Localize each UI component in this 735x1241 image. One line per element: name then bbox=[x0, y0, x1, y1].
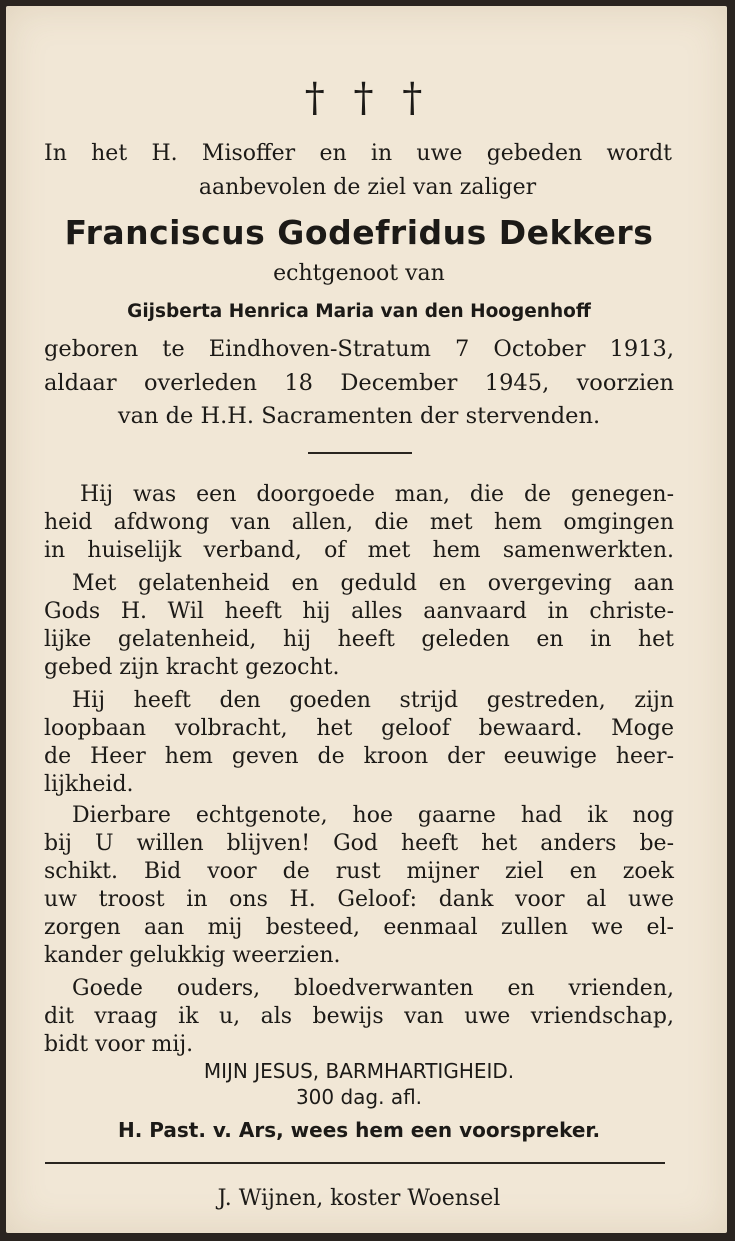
long-divider bbox=[45, 1162, 665, 1164]
paragraph-3-line-1: Hij heeft den goeden strijd gestreden, zijn bbox=[72, 688, 674, 713]
paragraph-2-line-4: gebed zijn kracht gezocht. bbox=[44, 655, 340, 680]
paragraph-4-line-6: kander gelukkig weerzien. bbox=[44, 943, 341, 968]
spouse-name: Gijsberta Henrica Maria van den Hoogenhoff bbox=[127, 301, 591, 322]
paragraph-5-line-1: Goede ouders, bloedverwanten en vrienden, bbox=[72, 976, 674, 1001]
paragraph-3-line-3: de Heer hem geven de kroon der eeuwige heer- bbox=[44, 744, 674, 769]
paragraph-5-line-2: dit vraag ik u, als bewijs van uwe vriendschap, bbox=[44, 1004, 674, 1029]
patron-invocation: H. Past. v. Ars, wees hem een voorspreker. bbox=[117, 1118, 601, 1142]
indulgence: 300 dag. afl. bbox=[295, 1085, 423, 1109]
intro-line-2: aanbevolen de ziel van zaliger bbox=[198, 175, 537, 200]
printer-credit: J. Wijnen, koster Woensel bbox=[217, 1186, 501, 1211]
paragraph-1-line-1: Hij was een doorgoede man, die de genegen- bbox=[80, 482, 674, 507]
paragraph-4-line-2: bij U willen blijven! God heeft het anders be- bbox=[44, 831, 674, 856]
paragraph-4-line-3: schikt. Bid voor de rust mijner ziel en zoek bbox=[44, 859, 674, 884]
short-divider bbox=[308, 452, 412, 454]
paragraph-3-line-2: loopbaan volbracht, het geloof bewaard. Moge bbox=[44, 716, 674, 741]
bio-line-1: geboren te Eindhoven-Stratum 7 October 1913, bbox=[44, 336, 674, 362]
motto: MIJN JESUS, BARMHARTIGHEID. bbox=[203, 1059, 515, 1083]
deceased-name: Franciscus Godefridus Dekkers bbox=[64, 213, 654, 252]
paragraph-2-line-2: Gods H. Wil heeft hij alles aanvaard in christe- bbox=[44, 599, 674, 624]
paragraph-4-line-1: Dierbare echtgenote, hoe gaarne had ik nog bbox=[72, 803, 674, 828]
paragraph-1-line-3: in huiselijk verband, of met hem samenwerkten. bbox=[44, 538, 674, 563]
paragraph-2-line-1: Met gelatenheid en geduld en overgeving aan bbox=[72, 571, 674, 596]
paragraph-3-line-4: lijkheid. bbox=[44, 772, 134, 797]
paragraph-2-line-3: lijke gelatenheid, hij heeft geleden en in het bbox=[44, 627, 674, 652]
spouse-of-label: echtgenoot van bbox=[273, 261, 445, 286]
bio-line-2: aldaar overleden 18 December 1945, voorzien bbox=[44, 370, 674, 396]
paragraph-4-line-4: uw troost in ons H. Geloof: dank voor al uwe bbox=[44, 887, 674, 912]
bio-line-3: van de H.H. Sacramenten der stervenden. bbox=[117, 403, 601, 429]
paragraph-1-line-2: heid afdwong van allen, die met hem omgingen bbox=[44, 510, 674, 535]
three-crosses: † † † bbox=[304, 75, 431, 121]
paragraph-5-line-3: bidt voor mij. bbox=[44, 1032, 194, 1057]
paragraph-4-line-5: zorgen aan mij besteed, eenmaal zullen we el- bbox=[44, 915, 674, 940]
intro-line-1: In het H. Misoffer en in uwe gebeden wordt bbox=[44, 141, 672, 166]
